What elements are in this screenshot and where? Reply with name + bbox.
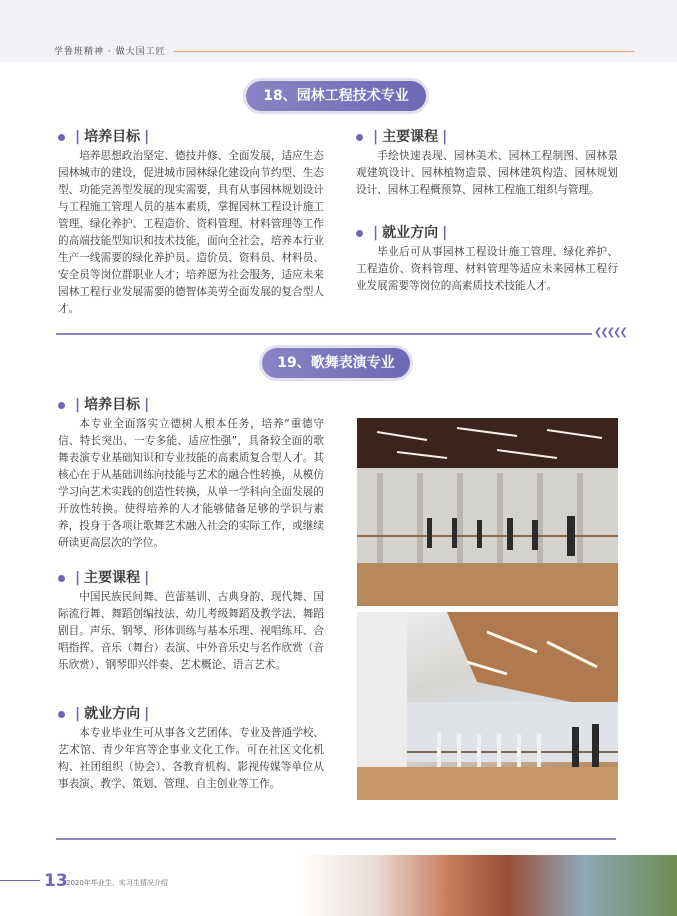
header-line [174, 51, 634, 52]
section-19-goal-heading: | 培养目标 | [58, 394, 153, 414]
footer-line [0, 880, 40, 881]
section-18-course-heading: | 主要课程 | [356, 126, 451, 146]
section-18-course-text: 手绘快速表现、园林美术、园林工程制图、园林景观建筑设计、园林植物造景、园林建筑构造、园林规划设计、园林工程概预算、园林工程施工组织与管理。 [356, 150, 618, 196]
section-19-course-text: 中国民族民间舞、芭蕾基训、古典身韵、现代舞、国际流行舞、舞蹈创编技法、幼儿考级舞蹈及教学法、舞蹈剧目。声乐、钢琴、形体训练与基本乐理、视唱练耳、合唱指挥、音乐（舞台）表演、中外音乐史与名作欣赏（音乐欣赏）、钢琴即兴伴奏、艺术概论、语言艺术。 [58, 591, 324, 671]
section-18-goal-text: 培养思想政治坚定、德技并修、全面发展，适应生态园林城市的建设，促进城市园林绿化建设向节约型、生态型、功能完善型发展的现实需要，具有从事园林规划设计与工程施工管理人员的基本素质，掌握园林工程设计施工管理、绿化养护、工程造价、资料管理、材料管理等工作的高端技能型知识和技术技能，面向全社会，培养本行业生产一线需要的绿化养护员、造价员、资料员、材料员、安全员等岗位群职业人才；培养愿为社会服务，适应未来园林工程行业发展需要的德智体美劳全面发展的复合型人才。 [58, 150, 324, 315]
bullet-dot-icon [58, 711, 65, 718]
section-19-course-heading: | 主要课程 | [58, 567, 153, 587]
campus-building-image [300, 855, 677, 916]
section-18-goal-heading: | 培养目标 | [58, 126, 153, 146]
section-18-title: 18、园林工程技术专业 [246, 81, 426, 111]
bullet-dot-icon [58, 402, 65, 409]
dance-studio-photo [357, 418, 618, 606]
bullet-dot-icon [356, 134, 363, 141]
section-divider-bottom [56, 838, 616, 840]
footer-text: 2020年毕业生、实习生情况介绍 [66, 879, 168, 887]
page-number: 13 [44, 871, 68, 891]
section-19-career-text: 本专业毕业生可从事各文艺团体、专业及普通学校、艺术馆、青少年宫等企事业文化工作。可在社区文化机构、社团组织（协会）、各教育机构、影视传媒等单位从事表演、教学、策划、管理、自主创业等工作。 [58, 727, 324, 790]
bullet-dot-icon [58, 575, 65, 582]
section-19-career-heading: | 就业方向 | [58, 703, 153, 723]
page-header [0, 0, 677, 62]
chevron-left-icon: ❮❮❮❮❮ [594, 327, 626, 338]
header-title: 学鲁班精神 · 做大国工匠 [54, 47, 166, 57]
dance-studio-photo-2 [357, 612, 618, 800]
bullet-dot-icon [356, 230, 363, 237]
section-19-title: 19、歌舞表演专业 [262, 348, 410, 378]
section-18-career-heading: | 就业方向 | [356, 222, 451, 242]
section-19-goal-text: 本专业全面落实立德树人根本任务，培养“重德守信、特长突出、一专多能、适应性强”，具备较全面的歌舞表演专业基础知识和专业技能的高素质复合型人才。其核心在于从基础训练向技能与艺术的融合性转换，从模仿学习向艺术实践的创造性转换，从单一学科向全面发展的开放性转换。使得培养的人才能够储备足够的学识与素养，投身于各项让歌舞艺术融入社会的实际工作，或继续研读更高层次的学位。 [58, 418, 324, 549]
section-divider [56, 333, 592, 335]
section-18-career-text: 毕业后可从事园林工程设计施工管理、绿化养护、工程造价、资料管理、材料管理等适应未来园林工程行业发展需要等岗位的高素质技术技能人才。 [356, 246, 618, 292]
bullet-dot-icon [58, 134, 65, 141]
